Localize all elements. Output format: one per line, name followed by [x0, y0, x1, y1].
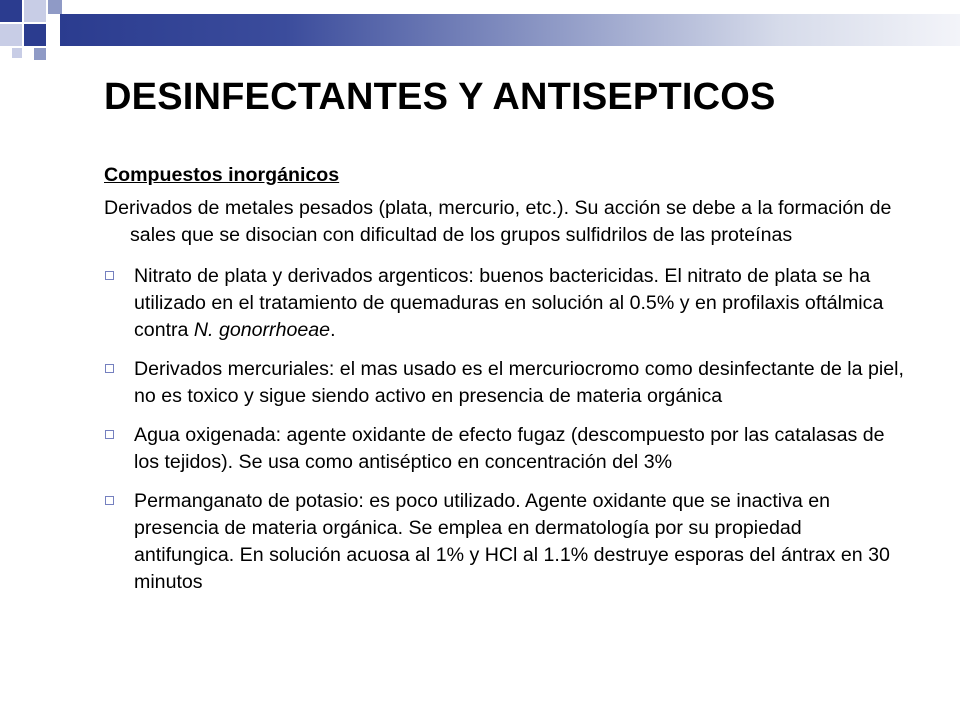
- header-gradient-bar: [60, 14, 960, 46]
- decor-square-7: [34, 48, 46, 60]
- bullet-list: [104, 263, 904, 596]
- bullet-text: Nitrato de plata y derivados argenticos: buenos bactericidas. El nitrato de plata se ha utilizado en el tratamiento de quemaduras en solución al 0.5% y en profilaxis oftálmica contra: [134, 265, 884, 341]
- decor-square-2: [24, 0, 46, 22]
- slide-title: DESINFECTANTES Y ANTISEPTICOS: [104, 76, 776, 118]
- bullet-item-mercuriales: [104, 356, 904, 410]
- subheading: Compuestos inorgánicos: [104, 164, 340, 186]
- decor-square-4: [0, 24, 22, 46]
- decor-square-6: [12, 48, 22, 58]
- bullet-item-nitrato: [104, 263, 904, 344]
- intro-paragraph: Derivados de metales pesados (plata, mercurio, etc.). Su acción se debe a la formación de sales que se disocian con dificultad de los grupos sulfidrilos de las proteínas: [104, 197, 892, 246]
- decor-square-1: [0, 0, 22, 22]
- bullet-text: Agua oxigenada: agente oxidante de efecto fugaz (descompuesto por las catalasas de los tejidos). Se usa como antiséptico en concentración del 3%: [134, 424, 885, 473]
- decor-square-5: [24, 24, 46, 46]
- bullet-italic-text: N. gonorrhoeae: [193, 319, 331, 341]
- bullet-item-agua-oxigenada: [104, 422, 904, 476]
- bullet-item-permanganato: [104, 488, 904, 596]
- bullet-text-end: .: [330, 319, 336, 341]
- square-bullet-icon: [105, 496, 114, 505]
- slide-content: [104, 162, 904, 608]
- square-bullet-icon: [105, 271, 114, 280]
- decor-square-3: [48, 0, 62, 14]
- square-bullet-icon: [105, 430, 114, 439]
- bullet-text: Permanganato de potasio: es poco utilizado. Agente oxidante que se inactiva en presencia de materia orgánica. Se emplea en dermatología por su propiedad antifungica. En solución acuosa al 1% y HCl al 1.1% destruye esporas del ántrax en 30 minutos: [134, 490, 890, 593]
- square-bullet-icon: [105, 364, 114, 373]
- bullet-text: Derivados mercuriales: el mas usado es el mercuriocromo como desinfectante de la piel, no es toxico y sigue siendo activo en presencia de materia orgánica: [134, 358, 904, 407]
